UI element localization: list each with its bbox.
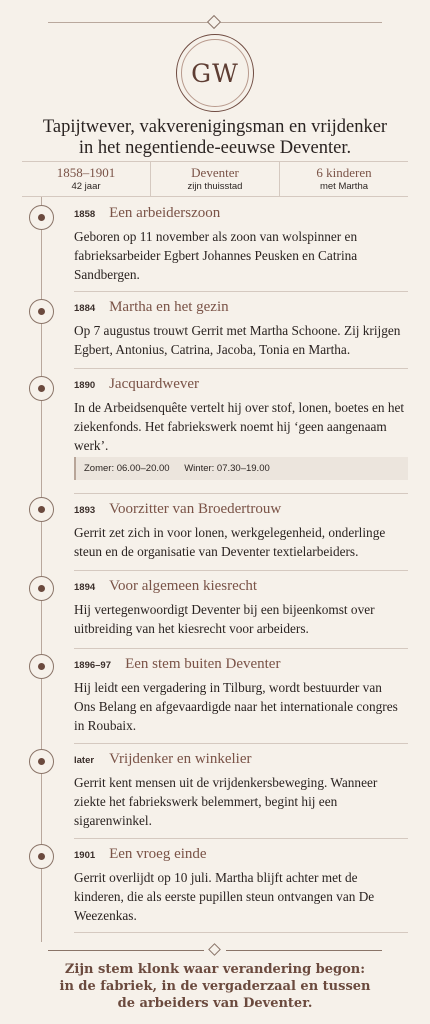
entry-line: Ons Belang en afgevaardigde naar het internationale congres: [74, 699, 398, 714]
entry-line: ziekenfonds. Het fabriekswerk noemt hij ‘geen aangenaam: [74, 419, 387, 434]
entry-divider: [74, 291, 408, 292]
entry-divider: [74, 493, 408, 494]
fact-value: 6 kinderen: [316, 165, 372, 180]
entry-text: [74, 523, 406, 561]
entry-year: later: [74, 755, 95, 766]
entry-title: Vrijdenker en winkelier: [109, 751, 252, 767]
closing-quote: [20, 961, 410, 1012]
entry-title: Een arbeiderszoon: [109, 205, 221, 221]
timeline-entry-heading: [74, 296, 408, 316]
timeline-dot-icon: [29, 654, 54, 679]
fact-lifespan: [22, 162, 151, 196]
entry-line: in Roubaix.: [74, 718, 137, 733]
entry-line: uitbreiding van het kiesrecht voor arbeiders.: [74, 621, 309, 636]
timeline-entry-heading: [74, 373, 408, 393]
fact-caption: met Martha: [319, 181, 369, 192]
entry-title: Voor algemeen kiesrecht: [109, 578, 258, 594]
entry-title: Jacquardwever: [109, 376, 200, 392]
working-hours-note: [74, 457, 408, 480]
fact-value: 1858–1901: [56, 165, 116, 180]
entry-divider: [74, 368, 408, 369]
entry-line: steun en de organisatie van Deventer textielarbeiders.: [74, 544, 359, 559]
entry-line: Hij vertegenwoordigt Deventer bij een bijeenkomst over: [74, 602, 375, 617]
entry-line: Geboren op 11 november als zoon van wolspinner en: [74, 229, 358, 244]
fact-caption: zijn thuisstad: [187, 181, 243, 192]
entry-title: Martha en het gezin: [109, 299, 229, 315]
diamond-ornament-icon: [208, 943, 221, 956]
timeline-entry-heading: [74, 202, 408, 222]
entry-line: Gerrit zet zich in voor lonen, werkgelegenheid, onderlinge: [74, 525, 386, 540]
timeline-entry-heading: [74, 748, 408, 768]
page-subtitle: [20, 117, 410, 159]
entry-line: Op 7 augustus trouwt Gerrit met Martha Schoone. Zij krijgen: [74, 323, 401, 338]
winter-hours: Winter: 07.30–19.00: [184, 463, 270, 474]
entry-year: 1894: [74, 582, 96, 593]
entry-title: Een vroeg einde: [109, 846, 207, 862]
entry-text: [74, 868, 406, 925]
entry-line: Weezenkas.: [74, 908, 137, 923]
entry-divider: [74, 570, 408, 571]
entry-line: kinderen, die als eerste pupillen steun ontvangen van De: [74, 889, 375, 904]
fact-children: [280, 162, 408, 196]
diamond-ornament-icon: [207, 15, 221, 29]
entry-title: Een stem buiten Deventer: [125, 656, 281, 672]
timeline-entry-heading: [74, 498, 408, 518]
entry-line: Gerrit overlijdt op 10 juli. Martha blijft achter met de: [74, 870, 358, 885]
closing-line: de arbeiders van Deventer.: [117, 996, 313, 1011]
fact-caption: 42 jaar: [71, 181, 101, 192]
entry-divider: [74, 743, 408, 744]
timeline-entry-heading: [74, 575, 408, 595]
timeline-dot-icon: [29, 576, 54, 601]
fact-value: Deventer: [191, 165, 239, 180]
entry-year: 1884: [74, 303, 96, 314]
entry-year: 1901: [74, 850, 96, 861]
subtitle-line: in het negentiende-eeuwse Deventer.: [78, 138, 352, 158]
timeline-dot-icon: [29, 205, 54, 230]
timeline-dot-icon: [29, 497, 54, 522]
entry-line: Sandbergen.: [74, 267, 140, 282]
timeline-entry-heading: [74, 843, 408, 863]
timeline-dot-icon: [29, 299, 54, 324]
entry-line: Hij leidt een vergadering in Tilburg, wordt bestuurder van: [74, 680, 382, 695]
entry-divider: [74, 932, 408, 933]
subtitle-line: Tapijtwever, vakverenigingsman en vrijdenker: [42, 117, 388, 137]
timeline-dot-icon: [29, 844, 54, 869]
entry-divider: [74, 648, 408, 649]
bottom-divider-left: [48, 950, 204, 951]
entry-text: [74, 398, 406, 455]
entry-line: ziekte het fabriekswerk belemmert, begint hij een: [74, 794, 338, 809]
timeline-dot-icon: [29, 749, 54, 774]
timeline-dot-icon: [29, 376, 54, 401]
entry-text: [74, 773, 406, 830]
entry-line: fabrieksarbeider Egbert Johannes Peusken en Catrina: [74, 248, 358, 263]
entry-text: [74, 227, 406, 284]
monogram-text: GW: [181, 39, 249, 107]
entry-text: [74, 678, 406, 735]
entry-line: sigarenwinkel.: [74, 813, 152, 828]
fact-hometown: [151, 162, 280, 196]
summer-hours: Zomer: 06.00–20.00: [84, 463, 170, 474]
entry-title: Voorzitter van Broedertrouw: [109, 501, 282, 517]
entry-year: 1890: [74, 380, 96, 391]
bottom-divider-right: [226, 950, 382, 951]
entry-text: [74, 321, 406, 359]
closing-line: in de fabriek, in de vergaderzaal en tussen: [59, 979, 371, 994]
closing-line: Zijn stem klonk waar verandering begon:: [64, 962, 366, 977]
timeline-entry-heading: [74, 653, 408, 673]
entry-year: 1893: [74, 505, 96, 516]
entry-line: werk’.: [74, 438, 109, 453]
entry-year: 1896–97: [74, 660, 111, 671]
entry-year: 1858: [74, 209, 96, 220]
monogram-badge: [176, 34, 254, 112]
entry-line: Egbert, Antonius, Catrina, Jacoba, Tonia en Martha.: [74, 342, 351, 357]
entry-divider: [74, 838, 408, 839]
entry-text: [74, 600, 406, 638]
facts-bar: [22, 161, 408, 197]
entry-line: In de Arbeidsenquête vertelt hij over stof, lonen, boetes en het: [74, 400, 405, 415]
entry-line: Gerrit kent mensen uit de vrijdenkersbeweging. Wanneer: [74, 775, 378, 790]
